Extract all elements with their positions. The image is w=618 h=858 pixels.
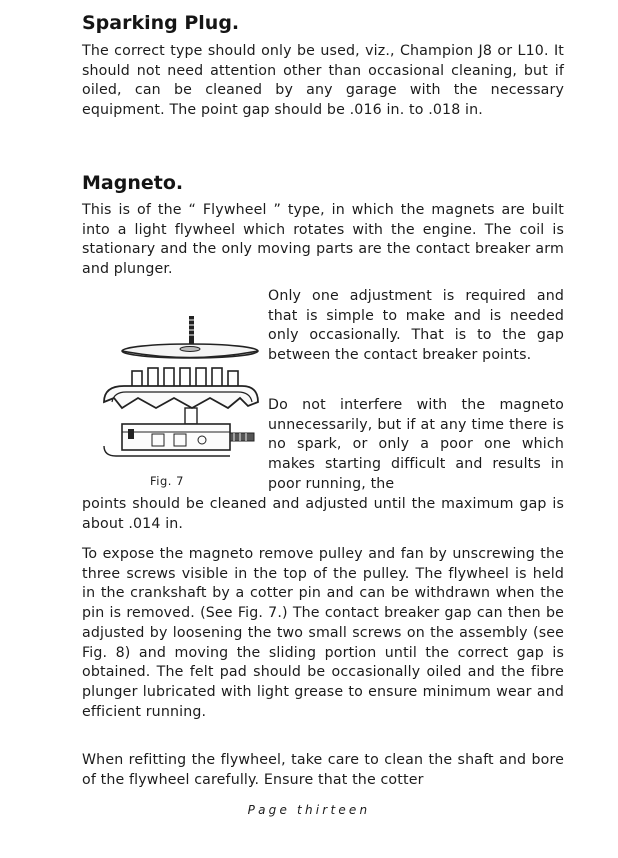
adjustment-paragraph: Only one adjustment is required and that is simple to make and is needed only occasionally. That is to the gap between the contact breaker points.: [268, 288, 564, 364]
magneto-exploded-illustration: [92, 316, 262, 462]
magneto-intro-paragraph: This is of the “ Flywheel ” type, in which the magnets are built into a light flywheel which rotates with the engine. The coil is stationary and the only moving parts are the contact breaker arm and plunger.: [82, 202, 564, 278]
sparking-plug-heading: Sparking Plug.: [82, 12, 240, 34]
figure-caption: Fig. 7: [150, 474, 184, 488]
sparking-plug-paragraph: The correct type should only be used, viz., Champion J8 or L10. It should not need attention other than occasional cleaning, but if oiled, can be cleaned by any garage with the necessary equipment. The point gap should be .016 in. to .018 in.: [82, 43, 564, 119]
refit-paragraph: When refitting the flywheel, take care to clean the shaft and bore of the flywheel carefully. Ensure that the cotter: [82, 752, 564, 788]
interfere-paragraph: Do not interfere with the magneto unnecessarily, but if at any time there is no spark, or only a poor one which makes starting difficult and results in poor running, the: [268, 397, 564, 492]
expose-paragraph: To expose the magneto remove pulley and fan by unscrewing the three screws visible in the top of the pulley. The flywheel is held in the crankshaft by a cotter pin and can be withdrawn when the pin is removed. (See Fig. 7.) The contact breaker gap can then be adjusted by loosening the two small screws on the assembly (see Fig. 8) and moving the sliding portion until the correct gap is obtained. The felt pad should be occasionally oiled and the fibre plunger lubricated with light grease to ensure minimum wear and efficient running.: [82, 546, 564, 720]
magneto-heading: Magneto.: [82, 172, 184, 194]
page-footer: Page thirteen: [247, 803, 371, 817]
interfere-continuation: points should be cleaned and adjusted until the maximum gap is about .014 in.: [82, 496, 564, 532]
